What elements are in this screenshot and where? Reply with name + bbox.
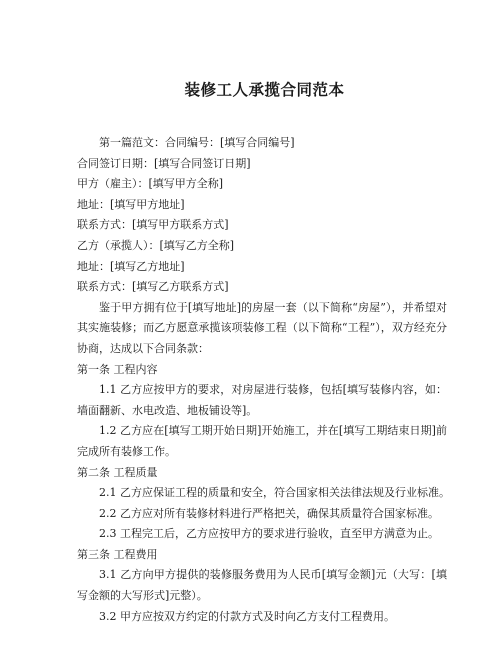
body-line: 2.1 乙方应保证工程的质量和安全，符合国家相关法律法规及行业标准。: [99, 486, 450, 500]
body-paragraph: 鉴于甲方拥有位于[填写地址]的房屋一套（以下简称“房屋”），并希望对其实施装修；而乙方愿意承揽该项装修工程（以下简称“工程”），双方经充分协商，达成以下合同条款：: [77, 300, 447, 355]
body-paragraph: 1.2 乙方应在[填写工期开始日期]开始施工，并在[填写工期结束日期]前完成所有装修工作。: [77, 424, 447, 458]
body-line: 第一篇范文：合同编号：[填写合同编号]: [99, 136, 295, 149]
body-line: 地址：[填写乙方地址]: [77, 259, 185, 273]
document-body: [77, 133, 448, 627]
body-line: 甲方（雇主）：[填写甲方全称]: [77, 177, 224, 191]
body-line: 3.2 甲方应按双方约定的付款方式及时向乙方支付工程费用。: [99, 609, 395, 623]
body-paragraph: 3.1 乙方向甲方提供的装修服务费用为人民币[填写金额]元（大写：[填写金额的大写形式]元整）。: [77, 568, 447, 603]
body-line: 联系方式：[填写乙方联系方式]: [77, 280, 229, 294]
body-line: 乙方（承揽人）：[填写乙方全称]: [77, 238, 235, 252]
body-line: 第二条 工程质量: [77, 465, 158, 479]
body-line: 第一条 工程内容: [77, 362, 158, 376]
body-line: 2.3 工程完工后，乙方应按甲方的要求进行验收，直至甲方满意为止。: [99, 527, 439, 541]
body-line: 合同签订日期：[填写合同签订日期]: [77, 156, 251, 170]
body-line: 第三条 工程费用: [77, 547, 158, 561]
body-line: 2.2 乙方应对所有装修材料进行严格把关，确保其质量符合国家标准。: [99, 506, 439, 520]
body-paragraph: 1.1 乙方应按甲方的要求，对房屋进行装修，包括[填写装修内容，如：墙面翻新、水电改造、地板铺设等]。: [77, 383, 447, 417]
body-line: 地址：[填写甲方地址]: [77, 197, 185, 211]
document-title: 装修工人承揽合同范本: [184, 81, 345, 99]
body-line: 联系方式：[填写甲方联系方式]: [77, 218, 229, 232]
